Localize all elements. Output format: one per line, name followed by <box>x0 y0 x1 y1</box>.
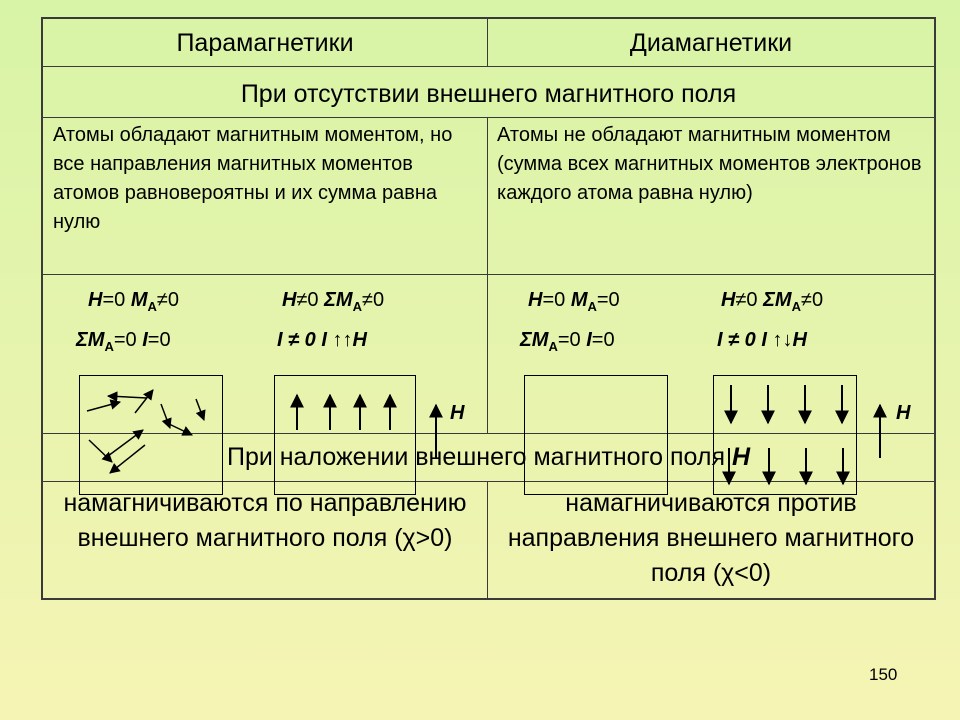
col-left-title: Парамагнетики <box>176 29 354 57</box>
field-label-left: H <box>450 402 465 424</box>
para-result: намагничиваются по направлению внешнего магнитного поля (χ>0) <box>63 489 467 552</box>
section1-title: При отсутствии внешнего магнитного поля <box>240 80 737 108</box>
field-label-right: H <box>896 402 911 424</box>
dia-formula-3: $\Sigma M_A=0$ I=0 <box>520 329 615 354</box>
para-description: Атомы обладают магнитным моментом, но все направления магнитных моментов атомов равновероятны и их сумма равна нулю <box>53 124 453 233</box>
col-right-title: Диамагнетики <box>629 29 793 57</box>
section2-title: При наложении внешнего магнитного поля H <box>226 443 751 471</box>
dia-formula-4: I ≠ 0 I ↑↓H <box>717 329 807 351</box>
dia-description: Атомы не обладают магнитным моментом (сумма всех магнитных моментов электронов каждого атома равна нулю) <box>497 124 922 204</box>
para-formula-1: H=0 $M_A\ne 0$ <box>88 289 179 314</box>
para-formula-3: $\Sigma M_A=0$ I=0 <box>76 329 171 354</box>
para-formula-2: H≠0 $\Sigma M_A\ne 0$ <box>282 289 385 314</box>
page-number: 150 <box>869 665 898 684</box>
dia-result: намагничиваются против направления внешнего магнитного поля (χ<0) <box>507 489 915 587</box>
para-formula-4: I ≠ 0 I ↑↑H <box>277 329 367 351</box>
dia-formula-2: H≠0 $\Sigma M_A\ne 0$ <box>721 289 824 314</box>
dia-formula-1: H=0 $M_A=0$ <box>528 289 620 314</box>
